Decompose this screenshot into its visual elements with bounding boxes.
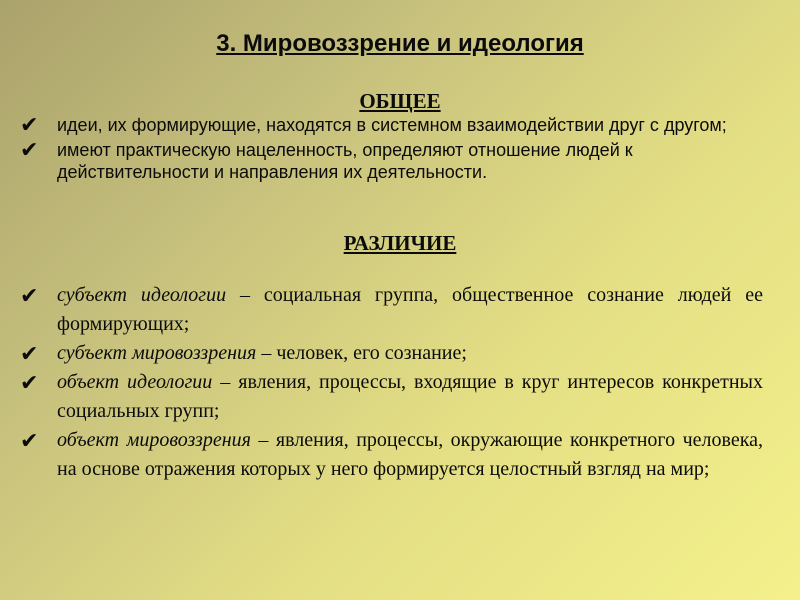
common-item-text: имеют практическую нацеленность, определяют отношение людей к действительности и направления их деятельности. bbox=[57, 140, 633, 182]
difference-item bbox=[20, 426, 763, 484]
difference-term: объект мировоззрения bbox=[57, 429, 251, 451]
difference-term: объект идеологии bbox=[57, 371, 213, 393]
common-item bbox=[20, 113, 757, 138]
difference-heading: РАЗЛИЧИЕ bbox=[343, 231, 457, 255]
common-item bbox=[20, 138, 757, 183]
difference-term: субъект идеологии bbox=[57, 284, 227, 306]
difference-list bbox=[20, 281, 763, 484]
check-mark-icon: ✔ bbox=[20, 429, 39, 454]
check-mark-icon: ✔ bbox=[20, 113, 39, 138]
slide-title: 3. Мировоззрение и идеология bbox=[216, 30, 584, 57]
difference-item bbox=[20, 368, 763, 426]
common-item-text: идеи, их формирующие, находятся в системном взаимодействии друг с другом; bbox=[57, 115, 727, 135]
difference-term: субъект мировоззрения bbox=[57, 342, 257, 364]
check-mark-icon: ✔ bbox=[20, 138, 39, 163]
check-mark-icon: ✔ bbox=[20, 284, 39, 309]
difference-item-text: – явления, процессы, окружающие конкретного человека, на основе отражения которых у него формируется целостный взгляд на мир; bbox=[57, 429, 763, 480]
difference-item-text: – социальная группа, общественное сознание людей ее формирующих; bbox=[57, 284, 763, 335]
difference-item bbox=[20, 281, 763, 339]
check-mark-icon: ✔ bbox=[20, 342, 39, 367]
difference-item-text: – явления, процессы, входящие в круг интересов конкретных социальных групп; bbox=[57, 371, 763, 422]
difference-item-text: – человек, его сознание; bbox=[256, 342, 467, 364]
common-heading: ОБЩЕЕ bbox=[359, 89, 441, 113]
common-list bbox=[20, 113, 757, 186]
check-mark-icon: ✔ bbox=[20, 371, 39, 396]
difference-item bbox=[20, 339, 763, 368]
